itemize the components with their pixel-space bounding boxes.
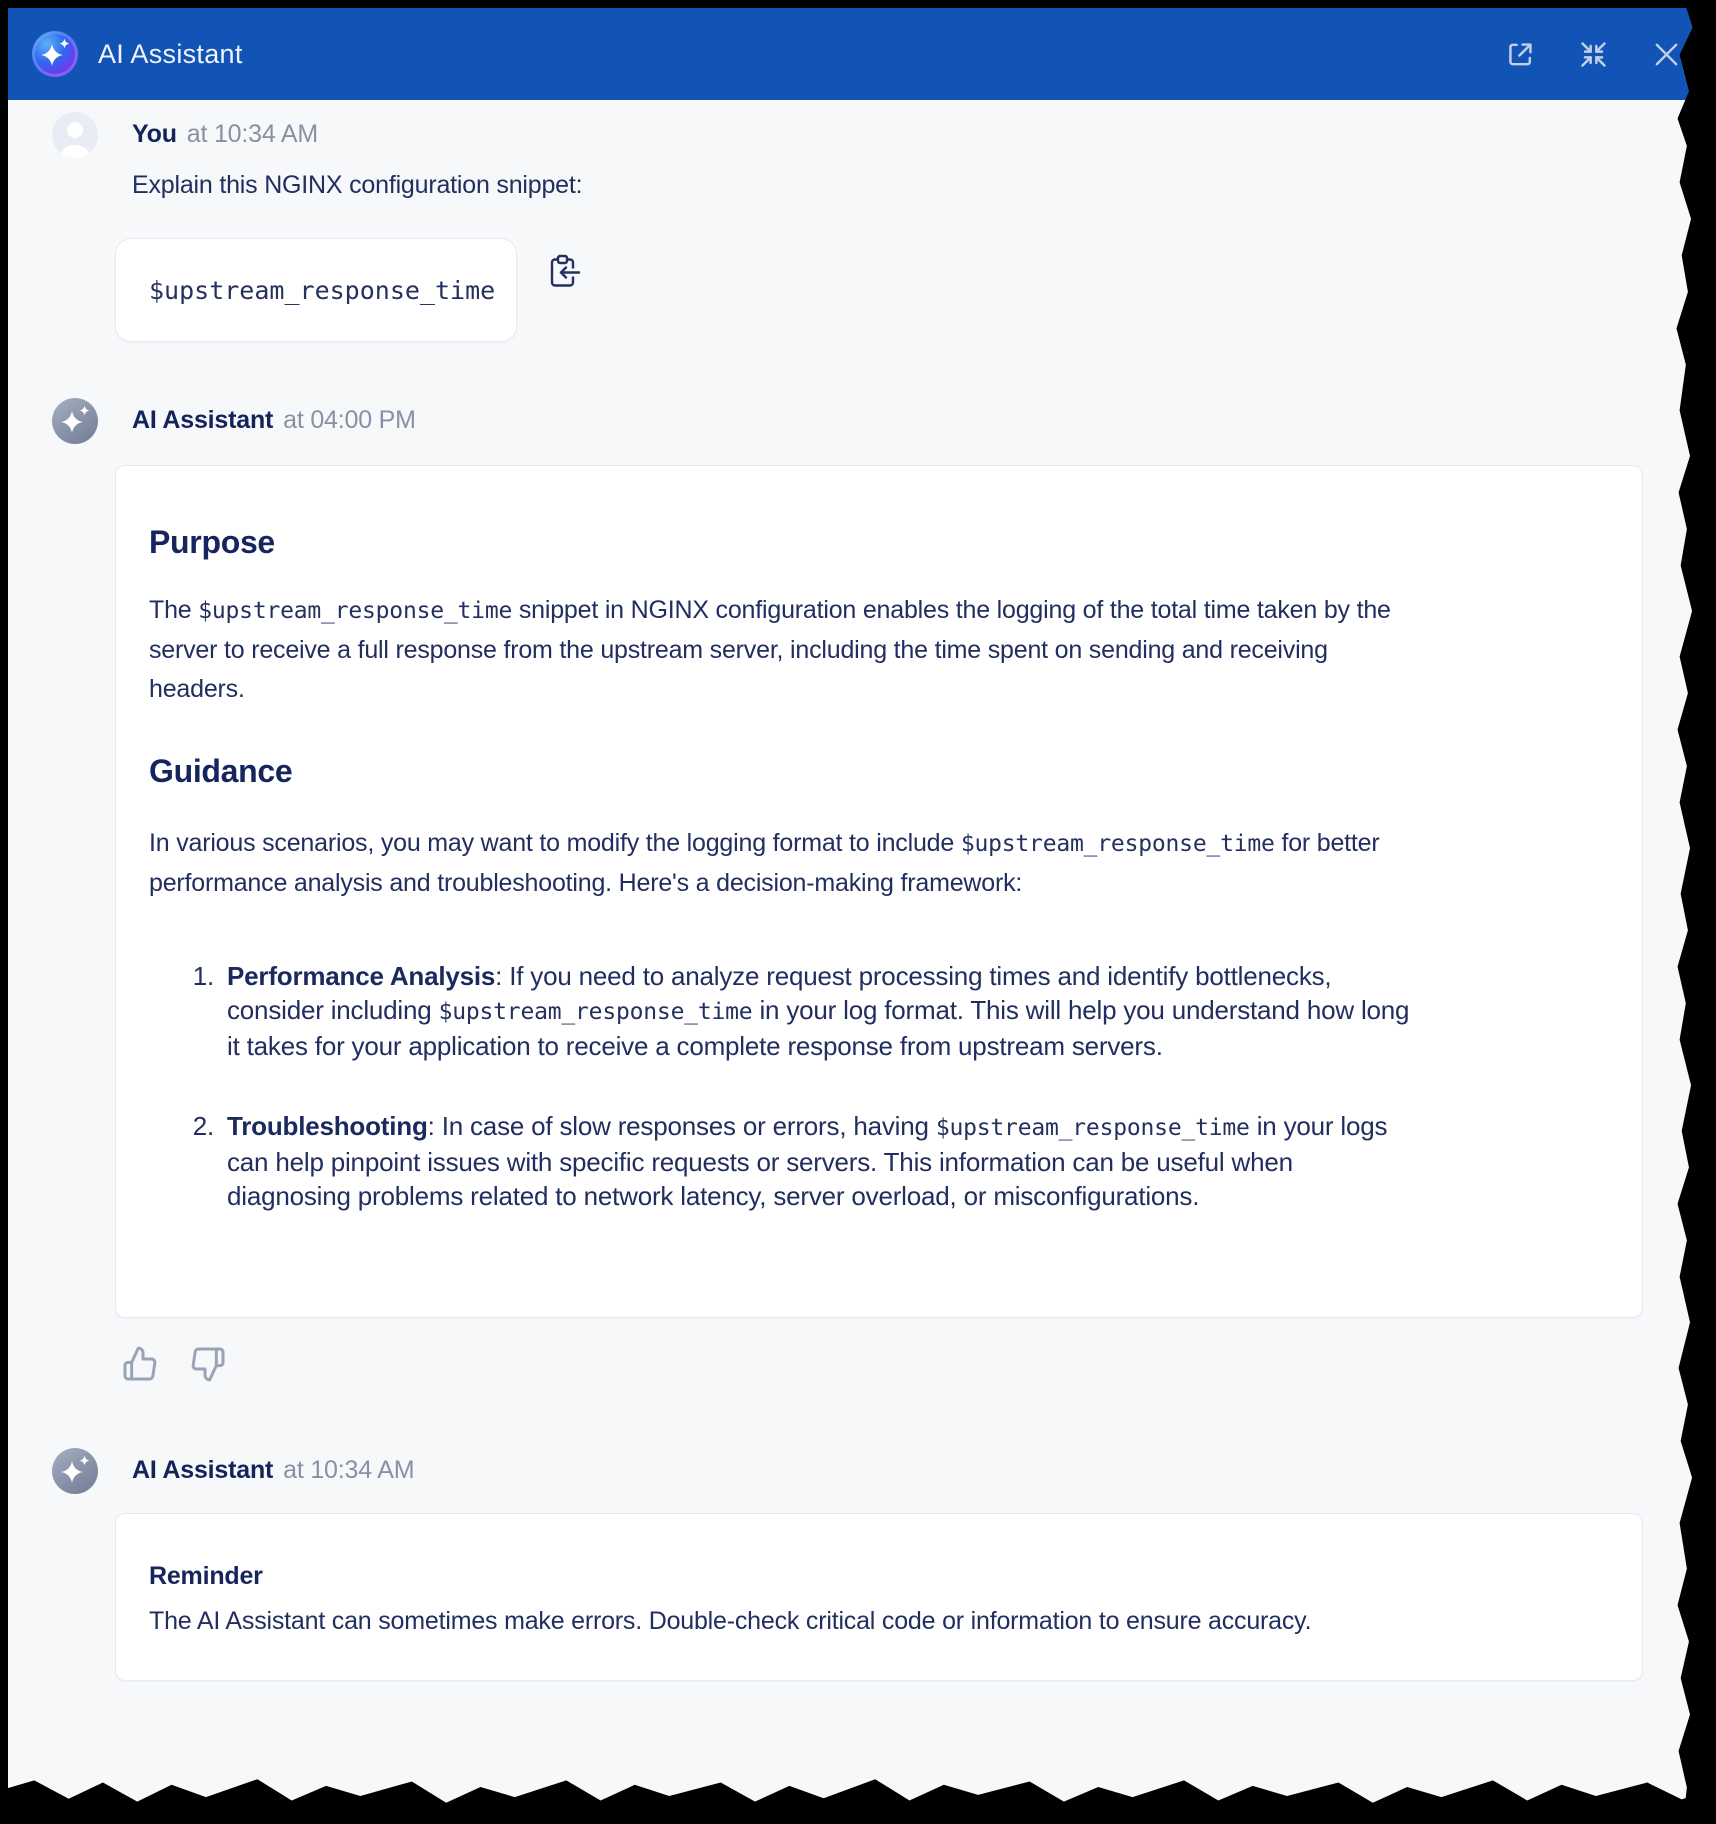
message-header xyxy=(132,112,1652,149)
message-timestamp: at 10:34 AM xyxy=(186,120,318,148)
panel-title: AI Assistant xyxy=(98,38,243,69)
ai-assistant-logo xyxy=(32,31,78,77)
copy-code-button[interactable] xyxy=(545,252,583,290)
ai-response-message xyxy=(52,398,1652,1384)
ai-response-card xyxy=(115,465,1643,1318)
ai-reminder-message xyxy=(52,1448,1652,1681)
panel-header xyxy=(8,8,1708,100)
code-snippet-card xyxy=(115,238,517,342)
author-name: AI Assistant xyxy=(132,1456,274,1484)
guidance-list xyxy=(149,959,1416,1213)
close-button[interactable] xyxy=(1651,39,1682,70)
message-timestamp: at 10:34 AM xyxy=(283,1456,415,1484)
collapse-panel-button[interactable] xyxy=(1578,39,1609,70)
code-snippet-text: $upstream_response_time xyxy=(149,275,496,305)
chat-area xyxy=(8,100,1708,1681)
sparkle-icon-small xyxy=(79,405,90,416)
thumbs-down-icon xyxy=(188,1344,228,1384)
sparkle-icon-small xyxy=(59,38,70,49)
guidance-heading: Guidance xyxy=(149,753,293,789)
guidance-list-item: 2. Troubleshooting: In case of slow responses or errors, having $upstream_response_time in your logs can help pinpoint issues with specific requests or servers. This information can be useful when diagnosing problems related to network latency, server overload, or misconfigurations. xyxy=(221,1109,1416,1213)
app-window xyxy=(8,8,1708,1824)
close-icon xyxy=(1651,39,1682,70)
sparkle-icon-small xyxy=(79,1455,90,1466)
reminder-card xyxy=(115,1513,1643,1681)
feedback-row xyxy=(120,1344,1652,1384)
copy-code-icon xyxy=(545,252,583,290)
message-header xyxy=(132,398,1652,435)
user-message xyxy=(52,112,1652,342)
titlebar-actions xyxy=(1505,39,1682,70)
guidance-list-item: 1. Performance Analysis: If you need to analyze request processing times and identify bottlenecks, consider including $upstream_response_time in your log format. This will help you understand how long it takes for your application to receive a complete response from upstream servers. xyxy=(221,959,1416,1063)
thumbs-up-icon xyxy=(120,1344,160,1384)
open-in-new-window-icon xyxy=(1505,39,1536,70)
guidance-intro-paragraph: In various scenarios, you may want to modify the logging format to include $upstream_response_time for better performance analysis and troubleshooting. Here's a decision-making framework: xyxy=(149,829,1380,897)
code-snippet-row xyxy=(115,238,1652,342)
ai-assistant-avatar xyxy=(52,398,98,444)
person-icon xyxy=(52,112,98,158)
author-name: You xyxy=(132,120,177,148)
message-header xyxy=(132,1448,1652,1485)
reminder-heading: Reminder xyxy=(149,1562,263,1590)
thumbs-up-button[interactable] xyxy=(120,1344,160,1384)
collapse-panel-icon xyxy=(1578,39,1609,70)
user-message-text: Explain this NGINX configuration snippet: xyxy=(132,171,583,199)
user-avatar xyxy=(52,112,98,158)
author-name: AI Assistant xyxy=(132,406,274,434)
purpose-paragraph: The $upstream_response_time snippet in NGINX configuration enables the logging of the total time taken by the server to receive a full response from the upstream server, including the time spent on sending and receiving headers. xyxy=(149,596,1391,703)
message-timestamp: at 04:00 PM xyxy=(283,406,416,434)
thumbs-down-button[interactable] xyxy=(188,1344,228,1384)
reminder-text: The AI Assistant can sometimes make errors. Double-check critical code or information to ensure accuracy. xyxy=(149,1607,1312,1635)
open-in-new-window-button[interactable] xyxy=(1505,39,1536,70)
ai-assistant-avatar xyxy=(52,1448,98,1494)
purpose-heading: Purpose xyxy=(149,524,275,560)
